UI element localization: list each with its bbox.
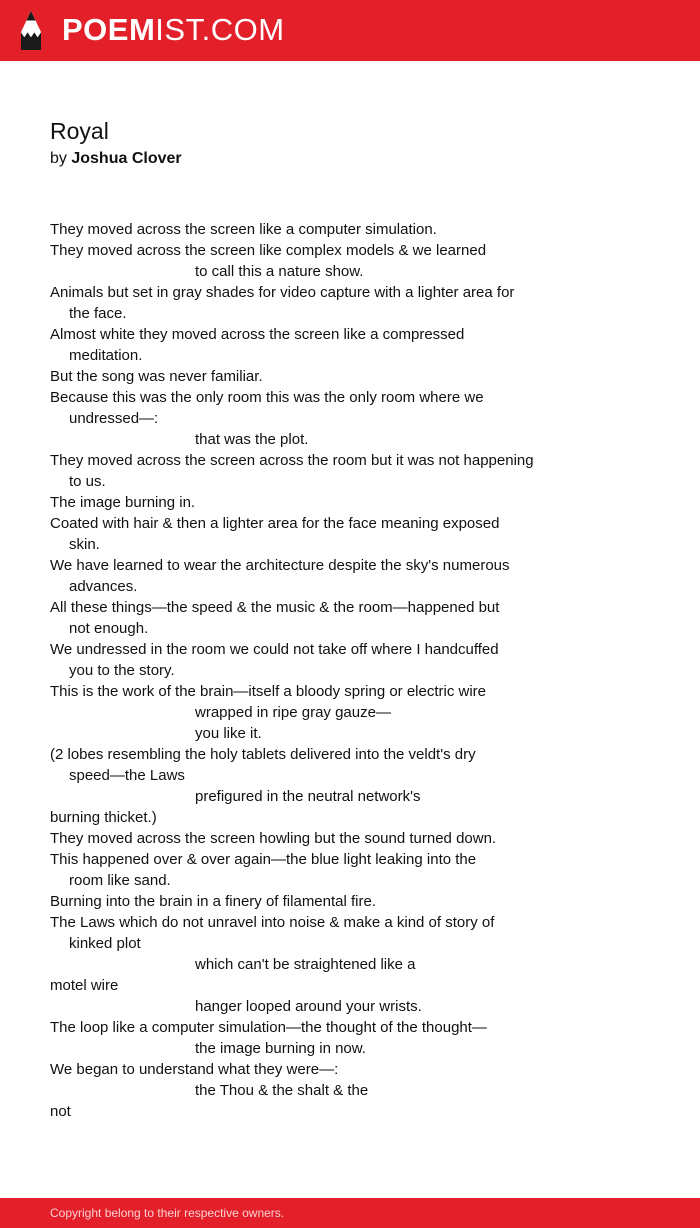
poem-line: They moved across the screen like a computer simulation.: [50, 221, 437, 238]
poem-line: Coated with hair & then a lighter area for the face meaning exposed: [50, 515, 500, 532]
poem-line: skin.: [69, 536, 100, 553]
poem-line: We undressed in the room we could not take off where I handcuffed: [50, 641, 499, 658]
poem-line: But the song was never familiar.: [50, 368, 263, 385]
poem-line: They moved across the screen across the room but it was not happening: [50, 452, 534, 469]
poem-byline: [50, 148, 182, 170]
poem-body: [50, 219, 670, 1122]
poem-line: the image burning in now.: [195, 1040, 366, 1057]
poem-line: to call this a nature show.: [195, 263, 364, 280]
poem-title: Royal: [50, 118, 109, 144]
poem-line: the Thou & the shalt & the: [195, 1082, 369, 1099]
logo-light-text: IST.COM: [155, 12, 285, 47]
poem-line: We began to understand what they were—:: [50, 1061, 339, 1078]
poem-line: The loop like a computer simulation—the thought of the thought—: [50, 1019, 487, 1036]
poem-line: room like sand.: [69, 872, 171, 889]
poem-line: meditation.: [69, 347, 143, 364]
poem-line: not enough.: [69, 620, 149, 637]
poem-line: This happened over & over again—the blue light leaking into the: [50, 851, 477, 868]
poem-line: kinked plot: [69, 935, 141, 952]
site-logo[interactable]: [62, 12, 285, 48]
poem-line: hanger looped around your wrists.: [195, 998, 422, 1015]
poem-line: wrapped in ripe gray gauze—: [195, 704, 391, 721]
author-name: Joshua Clover: [71, 150, 182, 167]
poem-line: Burning into the brain in a finery of filamental fire.: [50, 893, 377, 910]
poem-line: which can't be straightened like a: [195, 956, 416, 973]
poem-line: to us.: [69, 473, 106, 490]
poem-line: Because this was the only room this was the only room where we: [50, 389, 484, 406]
poem-line: undressed—:: [69, 410, 159, 427]
poem-line: you to the story.: [69, 662, 175, 679]
poem-line: Almost white they moved across the screen like a compressed: [50, 326, 465, 343]
poem-line: The Laws which do not unravel into noise & make a kind of story of: [50, 914, 495, 931]
poem-line: This is the work of the brain—itself a bloody spring or electric wire: [50, 683, 487, 700]
poem-line: advances.: [69, 578, 138, 595]
poem-line: prefigured in the neutral network's: [195, 788, 421, 805]
poem-line: We have learned to wear the architecture despite the sky's numerous: [50, 557, 510, 574]
poem-line: you like it.: [195, 725, 262, 742]
poem-line: They moved across the screen howling but the sound turned down.: [50, 830, 497, 847]
by-label: by: [50, 150, 67, 167]
poem-line: They moved across the screen like complex models & we learned: [50, 242, 487, 259]
site-footer: [0, 1198, 700, 1228]
poem-line: that was the plot.: [195, 431, 309, 448]
poem-line: All these things—the speed & the music & the room—happened but: [50, 599, 500, 616]
pencil-icon[interactable]: [18, 10, 44, 52]
poem-line: motel wire: [50, 977, 119, 994]
poem-line: the face.: [69, 305, 127, 322]
poem-line: speed—the Laws: [69, 767, 185, 784]
poem-line: The image burning in.: [50, 494, 196, 511]
poem-line: (2 lobes resembling the holy tablets delivered into the veldt's dry: [50, 746, 476, 763]
copyright-text: Copyright belong to their respective owners.: [50, 1206, 285, 1220]
poem-line: Animals but set in gray shades for video capture with a lighter area for: [50, 284, 515, 301]
poem-line: burning thicket.): [50, 809, 157, 826]
site-header: [0, 0, 700, 61]
poem-line: not: [50, 1103, 71, 1120]
logo-bold-text: POEM: [62, 12, 156, 47]
